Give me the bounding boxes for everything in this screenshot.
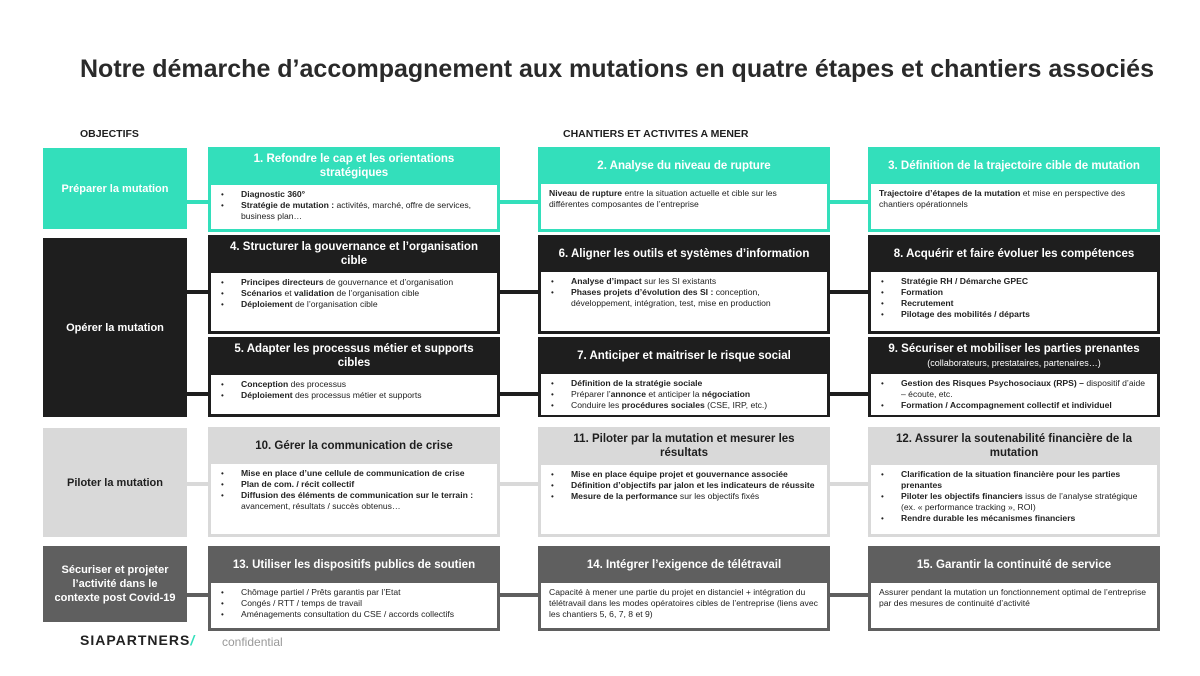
bold-text: Diffusion des éléments de communication sur le terrain : xyxy=(241,490,474,500)
list-item xyxy=(879,378,1149,400)
workstreams-header: CHANTIERS ET ACTIVITES A MENER xyxy=(563,128,749,140)
bold-text: Mesure de la performance xyxy=(571,491,678,501)
objectives-header: OBJECTIFS xyxy=(80,128,139,140)
list-item xyxy=(879,276,1149,287)
text: sur les objectifs fixés xyxy=(677,491,760,501)
bullet-list xyxy=(549,469,819,502)
text: et anticiper la xyxy=(646,389,702,399)
list-item xyxy=(879,491,1149,513)
bold-text: Déploiement xyxy=(241,390,293,400)
card-text xyxy=(549,587,819,620)
bold-text: Pilotage des mobilités / départs xyxy=(901,309,1030,319)
bold-text: annonce xyxy=(610,389,646,399)
card-header xyxy=(211,546,497,583)
workstream-card xyxy=(538,147,830,232)
text: Aménagements consultation du CSE / accords collectifs xyxy=(241,609,455,619)
list-item xyxy=(219,390,489,401)
card-title: 3. Définition de la trajectoire cible de mutation xyxy=(888,159,1140,172)
list-item xyxy=(219,299,489,310)
bullet-list xyxy=(219,189,489,222)
bullet-list xyxy=(879,276,1149,320)
text: de l’organisation cible xyxy=(334,288,420,298)
bold-text: Définition d’objectifs par jalon et les indicateurs de réussite xyxy=(571,480,815,490)
card-title: 6. Aligner les outils et systèmes d’information xyxy=(558,247,810,260)
brand-name: SIAPARTNERS xyxy=(80,632,191,648)
card-title: 2. Analyse du niveau de rupture xyxy=(597,159,771,172)
card-header xyxy=(871,337,1157,374)
text: Congés / RTT / temps de travail xyxy=(241,598,363,608)
workstream-card xyxy=(208,147,500,232)
text: de l’organisation cible xyxy=(292,299,378,309)
list-item xyxy=(219,468,489,479)
workstream-card xyxy=(208,546,500,631)
bullet-list xyxy=(219,587,489,620)
bold-text: Principes directeurs xyxy=(241,277,324,287)
card-title: 9. Sécuriser et mobiliser les parties prenantes xyxy=(888,342,1140,355)
workstream-card xyxy=(538,235,830,334)
workstream-card xyxy=(868,235,1160,334)
list-item xyxy=(879,400,1149,411)
workstream-card xyxy=(208,427,500,537)
logo-slash-icon: / xyxy=(190,632,196,648)
card-body xyxy=(541,583,827,628)
bold-text: Analyse d’impact xyxy=(571,276,642,286)
text: des processus métier et supports xyxy=(292,390,422,400)
card-body xyxy=(211,464,497,534)
bold-text: Piloter les objectifs financiers xyxy=(901,491,1023,501)
card-title: 5. Adapter les processus métier et supports cibles xyxy=(234,343,474,369)
card-header xyxy=(541,147,827,184)
bold-text: Formation xyxy=(901,287,944,297)
list-item xyxy=(549,400,819,411)
list-item xyxy=(549,491,819,502)
workstream-card xyxy=(208,337,500,417)
objective-box: Sécuriser et projeter l’activité dans le contexte post Covid-19 xyxy=(43,546,187,622)
card-body xyxy=(541,465,827,534)
card-header xyxy=(211,337,497,375)
list-item xyxy=(879,309,1149,320)
card-title: 7. Anticiper et maitriser le risque social xyxy=(577,349,791,362)
card-body xyxy=(211,375,497,414)
bold-text: Trajectoire d’étapes de la mutation xyxy=(879,188,1021,198)
list-item xyxy=(219,277,489,288)
workstream-card xyxy=(538,546,830,631)
card-text xyxy=(549,188,819,210)
workstream-card xyxy=(868,546,1160,631)
text: Conduire les xyxy=(571,400,622,410)
confidential-label: confidential xyxy=(222,635,283,649)
list-item xyxy=(549,378,819,389)
bold-text: Diagnostic 360° xyxy=(241,189,306,199)
card-title: 10. Gérer la communication de crise xyxy=(255,439,453,452)
objective-box: Opérer la mutation xyxy=(43,238,187,417)
workstream-card xyxy=(868,337,1160,417)
card-title: 8. Acquérir et faire évoluer les compétences xyxy=(893,247,1135,260)
card-text xyxy=(879,188,1149,210)
text: et xyxy=(282,288,295,298)
text: Capacité à mener une partie du projet en distanciel + intégration du télétravail dans les modes opératoires cibles de l’entreprise (liens avec les chantiers 5, 6, 7, 8 et 9) xyxy=(549,587,818,619)
list-item xyxy=(219,490,489,512)
list-item xyxy=(549,287,819,309)
card-title: 15. Garantir la continuité de service xyxy=(916,558,1112,571)
bold-text: Recrutement xyxy=(901,298,954,308)
list-item xyxy=(219,587,489,598)
card-header xyxy=(541,337,827,374)
objective-box: Préparer la mutation xyxy=(43,148,187,229)
text: dispositif d’aide – écoute, etc. xyxy=(901,378,1146,399)
page-title: Notre démarche d’accompagnement aux mutations en quatre étapes et chantiers associés xyxy=(80,55,1154,83)
text: et mise en perspective des chantiers opérationnels xyxy=(879,188,1125,209)
card-header xyxy=(871,147,1157,184)
card-body xyxy=(871,374,1157,415)
list-item xyxy=(549,276,819,287)
bullet-list xyxy=(879,469,1149,524)
card-body xyxy=(871,184,1157,229)
text: avancement, résultats / succès obtenus… xyxy=(241,501,401,511)
card-body xyxy=(871,272,1157,331)
bold-text: Stratégie de mutation : xyxy=(241,200,337,210)
card-body xyxy=(871,465,1157,534)
card-title: 12. Assurer la soutenabilité financière de la mutation xyxy=(895,433,1133,459)
list-item xyxy=(219,479,489,490)
card-header xyxy=(541,235,827,272)
text: (CSE, IRP, etc.) xyxy=(704,400,768,410)
card-header xyxy=(871,427,1157,465)
text: conception, développement, intégration, test, mise en production xyxy=(571,287,771,308)
card-body xyxy=(541,272,827,331)
list-item xyxy=(549,389,819,400)
bold-text: Niveau de rupture xyxy=(549,188,623,198)
card-body xyxy=(541,184,827,229)
bold-text: Déploiement xyxy=(241,299,293,309)
list-item xyxy=(219,189,489,200)
card-body xyxy=(211,185,497,229)
list-item xyxy=(549,480,819,491)
card-body xyxy=(871,583,1157,628)
bullet-list xyxy=(549,378,819,411)
workstream-card xyxy=(868,427,1160,537)
bold-text: Phases projets d’évolution des SI : xyxy=(571,287,716,297)
list-item xyxy=(879,469,1149,491)
card-header xyxy=(871,235,1157,272)
bold-text: validation xyxy=(294,288,335,298)
bullet-list xyxy=(219,468,489,512)
card-header xyxy=(211,147,497,185)
workstream-card xyxy=(868,147,1160,232)
text: entre la situation actuelle et cible sur les différentes composantes de l’entreprise xyxy=(549,188,777,209)
card-body xyxy=(211,583,497,628)
card-body xyxy=(541,374,827,415)
card-body xyxy=(211,273,497,331)
card-header xyxy=(211,235,497,273)
bold-text: Scénarios xyxy=(241,288,283,298)
bold-text: Rendre durable les mécanismes financiers xyxy=(901,513,1076,523)
bold-text: procédures sociales xyxy=(621,400,705,410)
card-subtitle: (collaborateurs, prestataires, partenaires…) xyxy=(927,357,1101,368)
list-item xyxy=(549,469,819,480)
bold-text: Clarification de la situation financière pour les parties prenantes xyxy=(901,469,1121,490)
card-title: 4. Structurer la gouvernance et l’organisation cible xyxy=(230,241,478,267)
text: issus de l’analyse stratégique (ex. « performance tracking », ROI) xyxy=(901,491,1138,512)
text: activités, marché, offre de services, business plan… xyxy=(241,200,472,221)
list-item xyxy=(879,513,1149,524)
bullet-list xyxy=(219,277,489,310)
list-item xyxy=(879,287,1149,298)
card-title: 13. Utiliser les dispositifs publics de soutien xyxy=(232,558,476,571)
card-title: 1. Refondre le cap et les orientations stratégiques xyxy=(253,153,455,179)
list-item xyxy=(219,609,489,620)
bold-text: Gestion des Risques Psychosociaux (RPS) – xyxy=(901,378,1087,388)
text: Préparer l’ xyxy=(571,389,611,399)
text: Chômage partiel / Prêts garantis par l’Etat xyxy=(241,587,401,597)
card-header xyxy=(541,546,827,583)
bold-text: Mise en place équipe projet et gouvernance associée xyxy=(571,469,788,479)
card-header xyxy=(541,427,827,465)
text: Assurer pendant la mutation un fonctionnement optimal de l’entreprise par des mesures de continuité d’activité xyxy=(879,587,1147,608)
card-title: 14. Intégrer l’exigence de télétravail xyxy=(586,558,782,571)
bold-text: Conception xyxy=(241,379,289,389)
siapartners-logo xyxy=(80,632,195,648)
list-item xyxy=(219,379,489,390)
card-title: 11. Piloter par la mutation et mesurer les résultats xyxy=(573,433,795,459)
bullet-list xyxy=(219,379,489,401)
workstream-card xyxy=(538,337,830,417)
list-item xyxy=(879,298,1149,309)
card-text xyxy=(879,587,1149,609)
text: sur les SI existants xyxy=(641,276,717,286)
list-item xyxy=(219,200,489,222)
bold-text: Stratégie RH / Démarche GPEC xyxy=(901,276,1029,286)
bold-text: négociation xyxy=(701,389,751,399)
list-item xyxy=(219,288,489,299)
bullet-list xyxy=(549,276,819,309)
text: de gouvernance et d’organisation xyxy=(323,277,454,287)
bold-text: Mise en place d’une cellule de communication de crise xyxy=(241,468,465,478)
text: des processus xyxy=(288,379,347,389)
workstream-card xyxy=(208,235,500,334)
workstream-card xyxy=(538,427,830,537)
bold-text: Formation / Accompagnement collectif et individuel xyxy=(901,400,1112,410)
objective-box: Piloter la mutation xyxy=(43,428,187,537)
card-header xyxy=(871,546,1157,583)
bullet-list xyxy=(879,378,1149,411)
card-header xyxy=(211,427,497,464)
list-item xyxy=(219,598,489,609)
bold-text: Définition de la stratégie sociale xyxy=(571,378,703,388)
bold-text: Plan de com. / récit collectif xyxy=(241,479,355,489)
